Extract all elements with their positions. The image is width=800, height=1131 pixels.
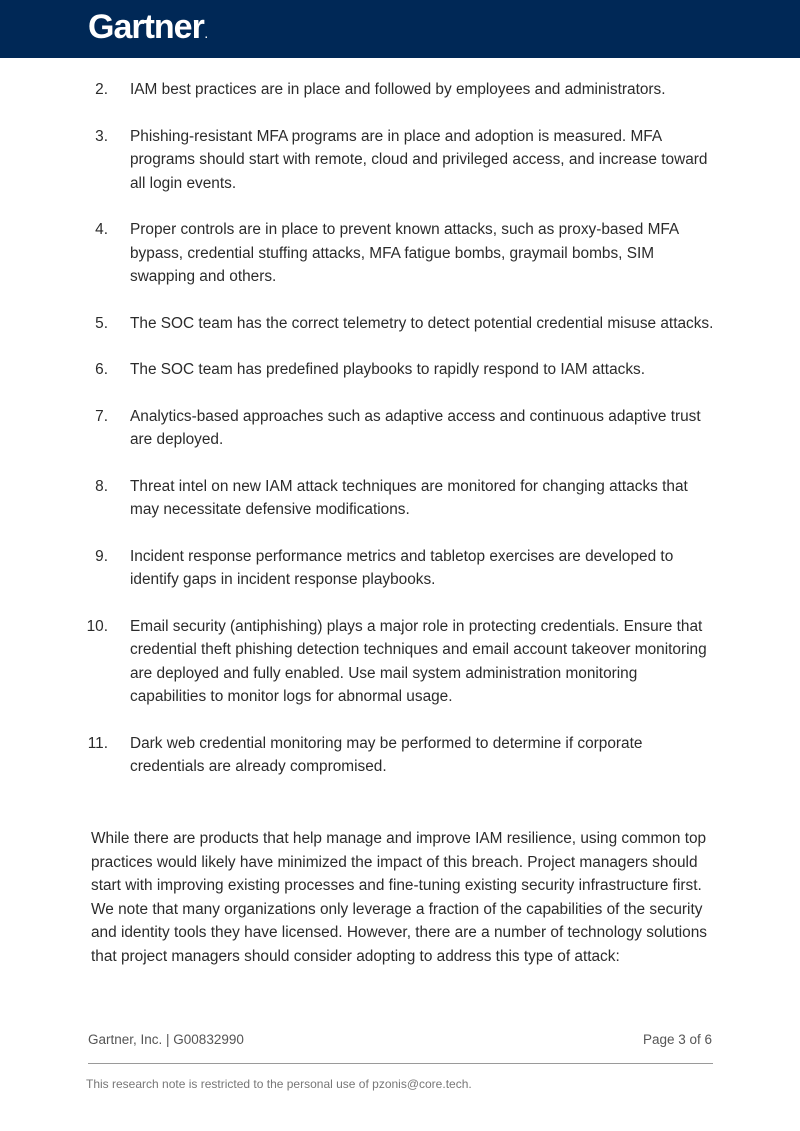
list-number: 11. xyxy=(87,734,108,752)
list-item xyxy=(0,358,800,382)
list-item xyxy=(0,405,800,452)
list-text: Proper controls are in place to prevent known attacks, such as proxy-based MFA bypass, credential stuffing attacks, MFA fatigue bombs, graymail bombs, SIM swapping and others. xyxy=(130,221,679,285)
list-number: 5. xyxy=(95,314,108,332)
list-text: The SOC team has the correct telemetry to detect potential credential misuse attacks. xyxy=(130,314,714,332)
list-number: 7. xyxy=(95,407,108,425)
list-text: IAM best practices are in place and followed by employees and administrators. xyxy=(130,81,666,98)
list-item xyxy=(0,78,800,102)
gartner-logo xyxy=(88,8,207,47)
list-number: 4. xyxy=(95,221,108,238)
logo-mark: . xyxy=(204,30,207,41)
list-text: Dark web credential monitoring may be performed to determine if corporate credentials are already compromised. xyxy=(130,734,643,775)
list-item xyxy=(0,125,800,196)
list-number: 6. xyxy=(95,361,108,378)
list-number: 10. xyxy=(86,617,108,635)
page-header xyxy=(0,0,800,58)
list-item xyxy=(0,475,800,522)
list-text: Threat intel on new IAM attack techniques are monitored for changing attacks that may necessitate defensive modifications. xyxy=(130,477,688,518)
restricted-use-notice: This research note is restricted to the personal use of pzonis@core.tech. xyxy=(86,1077,472,1091)
list-item xyxy=(0,218,800,289)
list-number: 8. xyxy=(95,477,108,495)
list-item xyxy=(0,615,800,709)
list-item xyxy=(0,732,800,779)
list-text: Email security (antiphishing) plays a major role in protecting credentials. Ensure that credential theft phishing detection techniques and email account takeover monitoring are deployed and fully enabled. Use mail system administration monitoring capabilities to monitor logs for abnormal usage. xyxy=(130,617,707,705)
logo-text: Gartner xyxy=(88,8,204,46)
list-number: 9. xyxy=(95,547,108,565)
list-text: The SOC team has predefined playbooks to rapidly respond to IAM attacks. xyxy=(130,361,646,378)
footer-document-id: Gartner, Inc. | G00832990 xyxy=(88,1032,244,1047)
list-text: Analytics-based approaches such as adaptive access and continuous adaptive trust are deployed. xyxy=(130,407,701,448)
list-item xyxy=(0,545,800,592)
footer-divider xyxy=(88,1063,713,1064)
list-item xyxy=(0,312,800,336)
body-paragraph: While there are products that help manage and improve IAM resilience, using common top practices would likely have minimized the impact of this breach. Project managers should start with improving existing processes and fine-tuning existing security infrastructure first. We note that many organizations only leverage a fraction of the capabilities of the security and identity tools they have licensed. However, there are a number of technology solutions that project managers should consider adopting to address this type of attack: xyxy=(91,830,707,965)
list-number: 2. xyxy=(95,81,108,98)
list-number: 3. xyxy=(95,127,108,145)
footer-page-number: Page 3 of 6 xyxy=(642,1032,712,1047)
list-text: Phishing-resistant MFA programs are in place and adoption is measured. MFA programs should start with remote, cloud and privileged access, and increase toward all login events. xyxy=(130,127,708,192)
numbered-list xyxy=(0,78,800,802)
list-text: Incident response performance metrics and tabletop exercises are developed to identify gaps in incident response playbooks. xyxy=(130,547,674,588)
